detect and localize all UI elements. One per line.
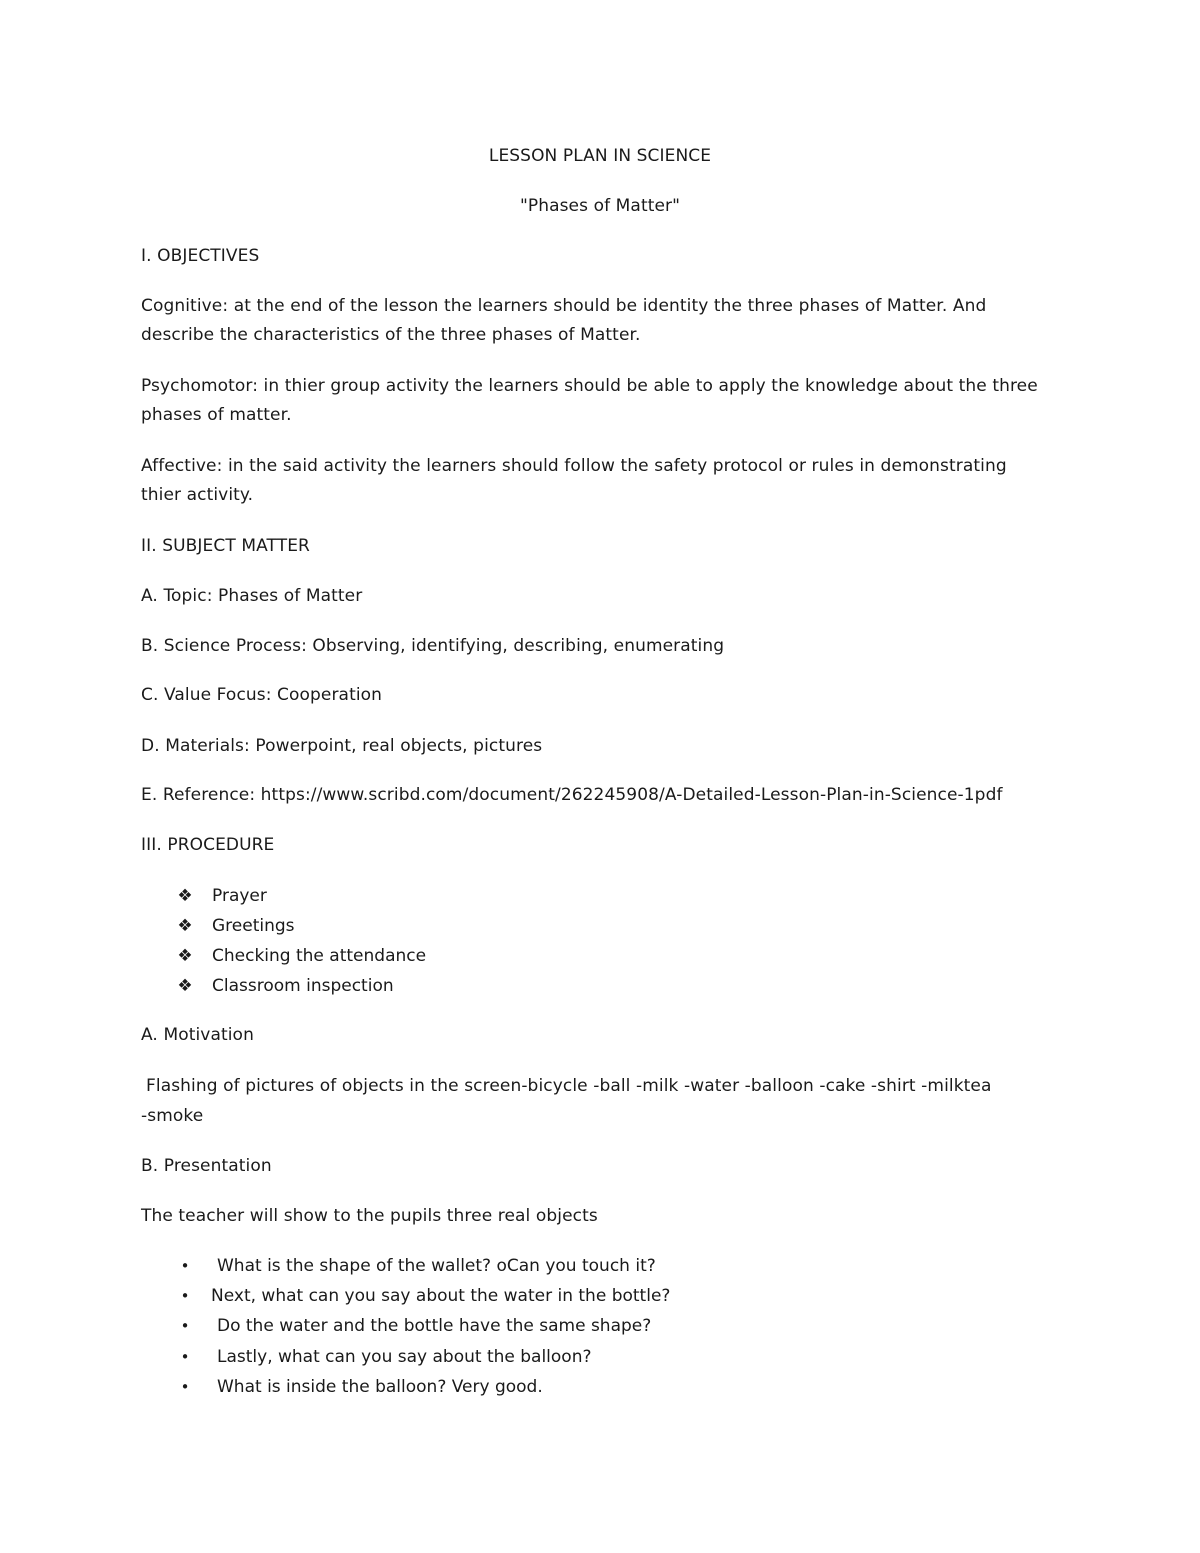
- diamond-bullet-icon: ❖: [177, 976, 193, 996]
- bullet-dot-icon: •: [180, 1317, 190, 1335]
- list-item-text: Next, what can you say about the water in the bottle?: [211, 1286, 671, 1306]
- objectives-heading: I. OBJECTIVES: [141, 246, 260, 266]
- list-item-text: Classroom inspection: [212, 976, 394, 996]
- bullet-dot-icon: •: [180, 1287, 190, 1305]
- cognitive-objective-line-1: Cognitive: at the end of the lesson the learners should be identity the three phases of Matter. And: [141, 296, 987, 316]
- diamond-bullet-icon: ❖: [177, 886, 193, 906]
- science-process-line: B. Science Process: Observing, identifying, describing, enumerating: [141, 636, 725, 656]
- psychomotor-objective-line-2: phases of matter.: [141, 405, 292, 425]
- list-item-text: What is the shape of the wallet? oCan you touch it?: [217, 1256, 656, 1276]
- value-focus-line: C. Value Focus: Cooperation: [141, 685, 383, 705]
- bullet-dot-icon: •: [180, 1378, 190, 1396]
- affective-objective-line-1: Affective: in the said activity the learners should follow the safety protocol or rules in demonstrating: [141, 456, 1007, 476]
- motivation-heading: A. Motivation: [141, 1025, 254, 1045]
- psychomotor-objective-line-1: Psychomotor: in thier group activity the learners should be able to apply the knowledge about the three: [141, 376, 1038, 396]
- motivation-line-2: -smoke: [141, 1106, 204, 1126]
- list-item-text: Do the water and the bottle have the same shape?: [217, 1316, 652, 1336]
- document-title: LESSON PLAN IN SCIENCE: [488, 146, 712, 166]
- bullet-dot-icon: •: [180, 1348, 190, 1366]
- list-item-text: Checking the attendance: [212, 946, 427, 966]
- affective-objective-line-2: thier activity.: [141, 485, 254, 505]
- subject-matter-heading: II. SUBJECT MATTER: [141, 536, 310, 556]
- bullet-dot-icon: •: [180, 1257, 190, 1275]
- list-item-text: Prayer: [212, 886, 267, 906]
- materials-line: D. Materials: Powerpoint, real objects, pictures: [141, 736, 543, 756]
- document-subtitle: "Phases of Matter": [519, 196, 681, 216]
- presentation-heading: B. Presentation: [141, 1156, 272, 1176]
- list-item-text: Lastly, what can you say about the balloon?: [217, 1347, 592, 1367]
- reference-line: E. Reference: https://www.scribd.com/document/262245908/A-Detailed-Lesson-Plan-in-Science-1pdf: [141, 785, 1003, 805]
- motivation-line-1: Flashing of pictures of objects in the screen-bicycle -ball -milk -water -balloon -cake -shirt -milktea: [146, 1076, 992, 1096]
- cognitive-objective-line-2: describe the characteristics of the three phases of Matter.: [141, 325, 641, 345]
- topic-line: A. Topic: Phases of Matter: [141, 586, 363, 606]
- procedure-heading: III. PROCEDURE: [141, 835, 275, 855]
- presentation-intro: The teacher will show to the pupils three real objects: [141, 1206, 598, 1226]
- diamond-bullet-icon: ❖: [177, 946, 193, 966]
- list-item-text: What is inside the balloon? Very good.: [217, 1377, 543, 1397]
- list-item-text: Greetings: [212, 916, 295, 936]
- diamond-bullet-icon: ❖: [177, 916, 193, 936]
